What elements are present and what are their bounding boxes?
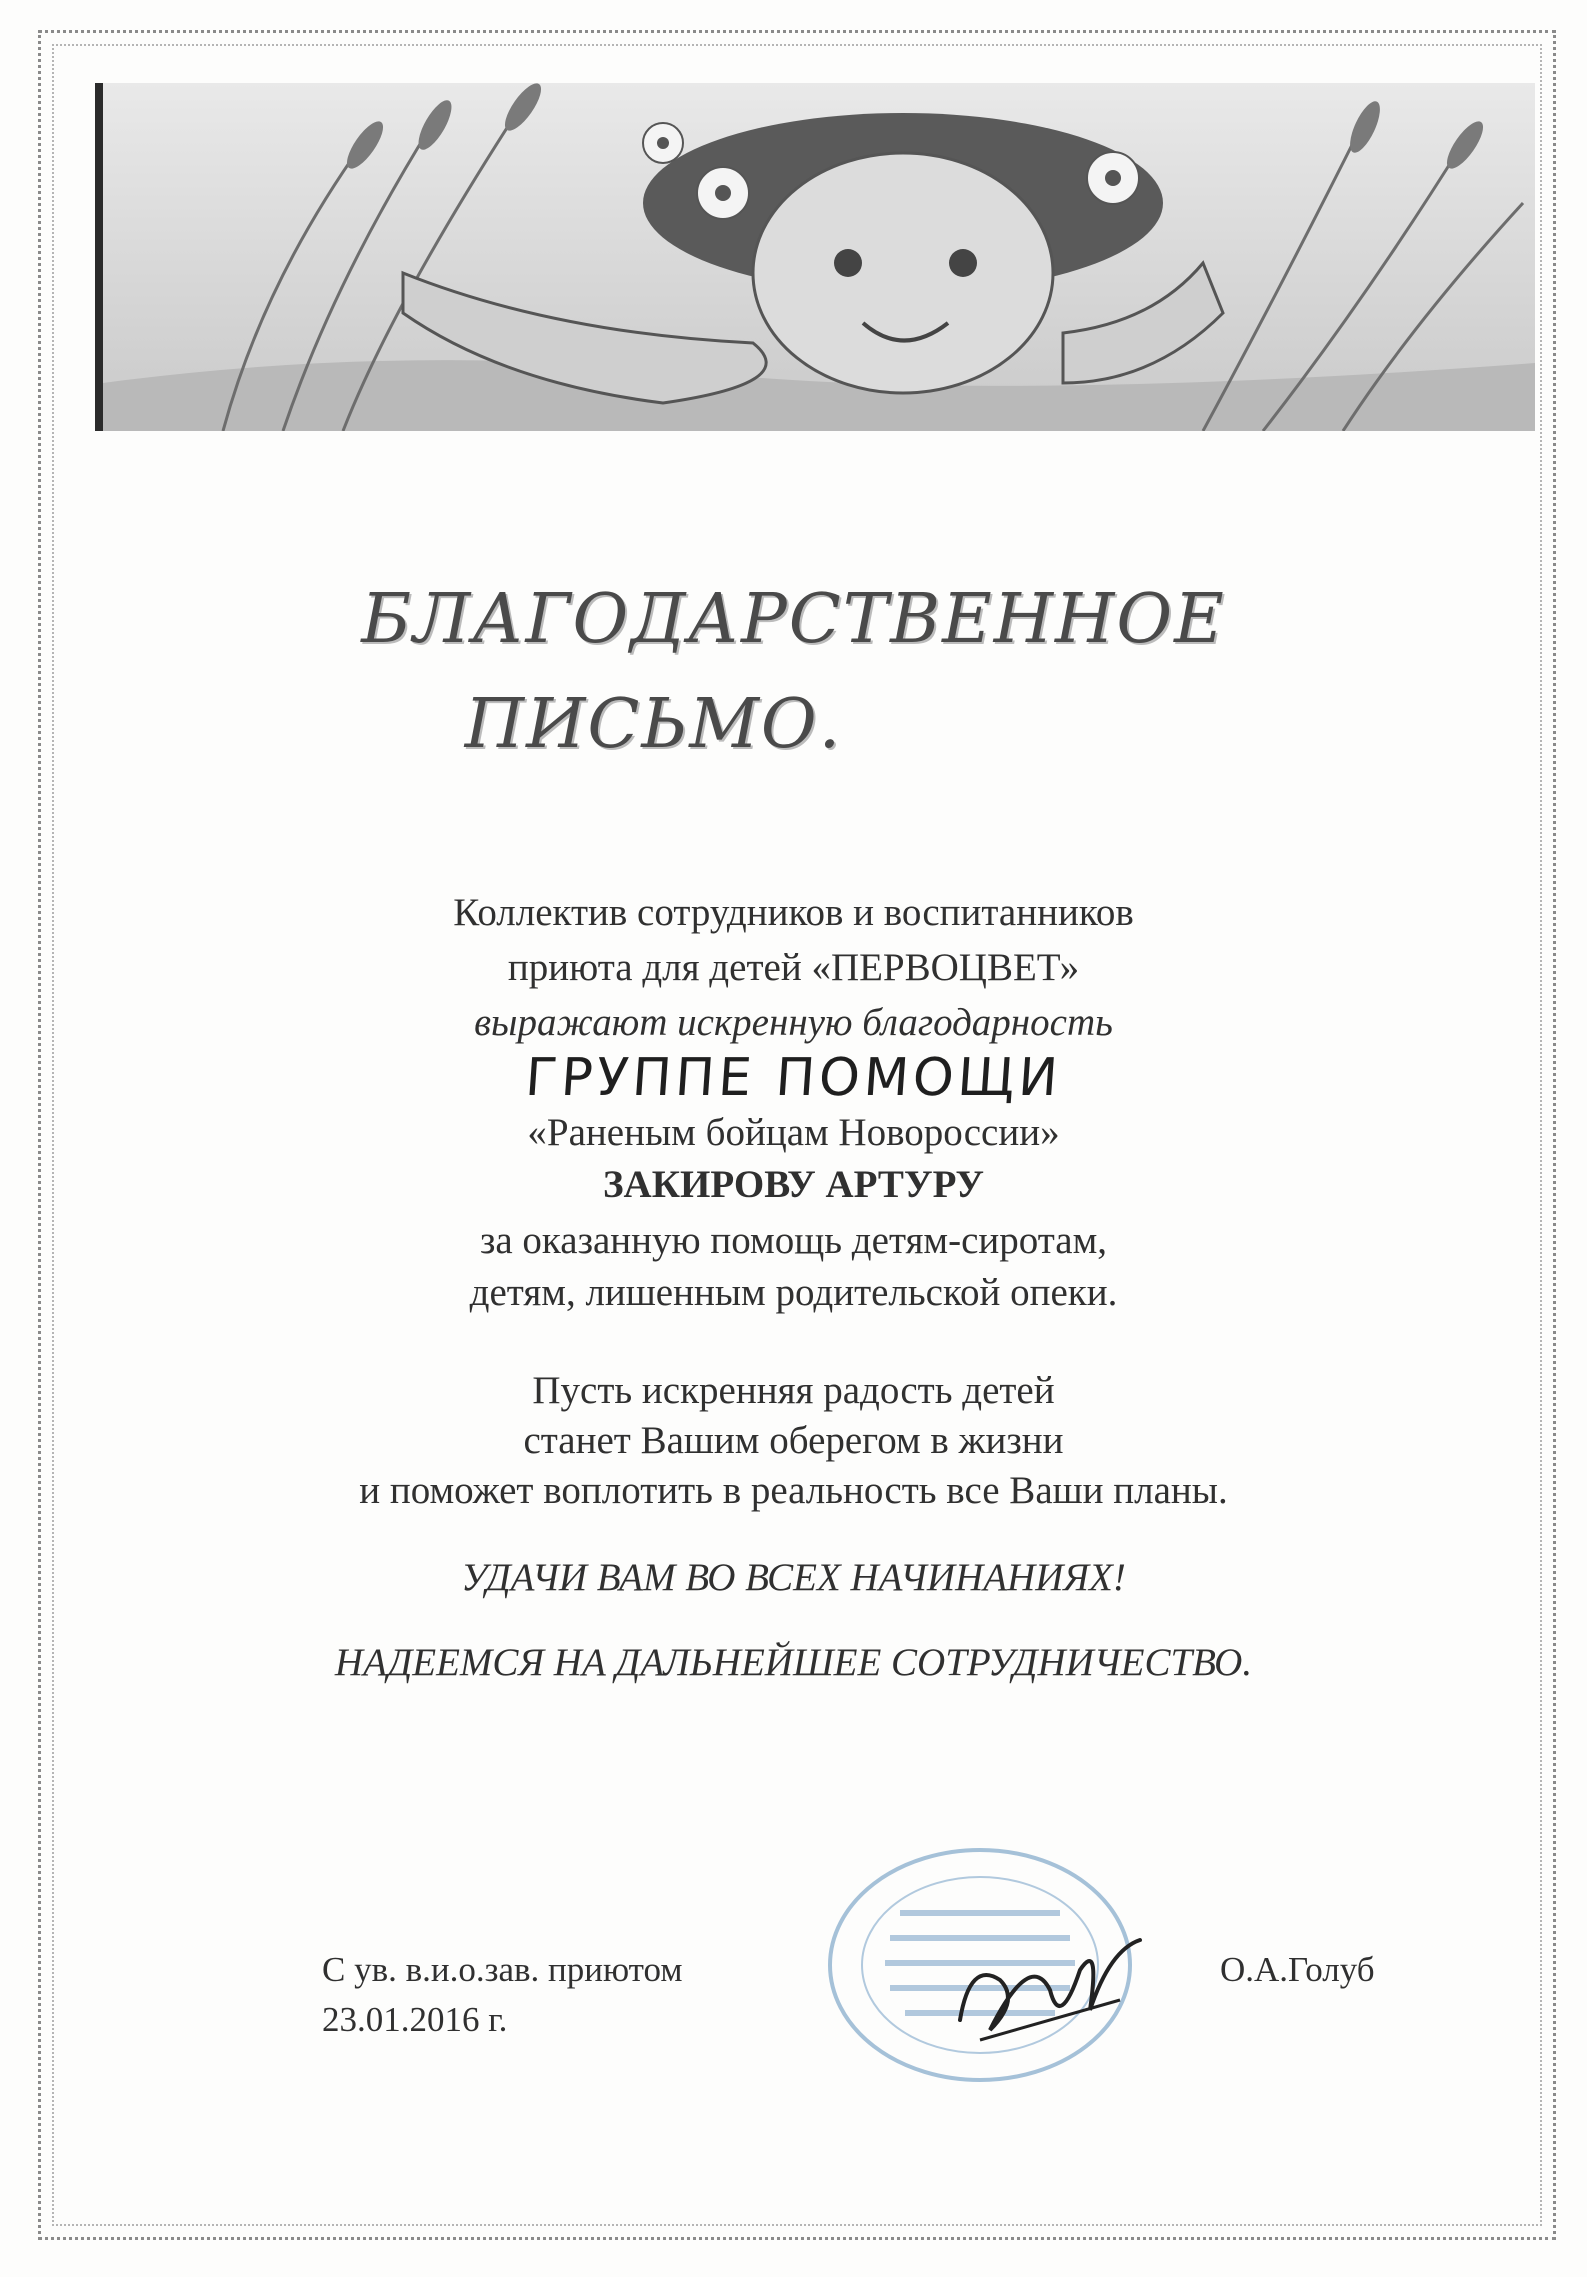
body-line-collective: Коллектив сотрудников и воспитанников [453,891,1134,934]
closing-luck: УДАЧИ ВАМ ВО ВСЕХ НАЧИНАНИЯХ! [461,1556,1126,1599]
body-line-gratitude: выражают искренную благодарность [474,1001,1113,1044]
signature-date: 23.01.2016 г. [322,2000,508,2039]
body-line-organization: «Раненым бойцам Новороссии» [527,1111,1060,1154]
wish-line-1: Пусть искренняя радость детей [532,1369,1055,1412]
title-line-2: ПИСЬМО. [464,685,843,764]
wish-line-3: и поможет воплотить в реальность все Ваши планы. [359,1469,1228,1512]
body-line-help: за оказанную помощь детям-сиротам, [479,1219,1108,1262]
recipient-name: ЗАКИРОВУ АРТУРУ [602,1163,985,1206]
header-illustration [95,83,1535,431]
signature-regards: С ув. в.и.о.зав. приютом [322,1950,683,1989]
handwritten-group: ГРУППЕ ПОМОЩИ [523,1048,1064,1108]
signatory-name: О.А.Голуб [1220,1950,1375,1989]
wish-line-2: станет Вашим оберегом в жизни [523,1419,1064,1462]
closing-cooperation: НАДЕЕМСЯ НА ДАЛЬНЕЙШЕЕ СОТРУДНИЧЕСТВО. [334,1641,1253,1684]
body-line-shelter: приюта для детей «ПЕРВОЦВЕТ» [507,946,1080,989]
body-line-children: детям, лишенным родительской опеки. [469,1271,1118,1314]
handwritten-signature [940,1920,1160,2060]
title-line-1: БЛАГОДАРСТВЕННОЕ [361,580,1226,659]
